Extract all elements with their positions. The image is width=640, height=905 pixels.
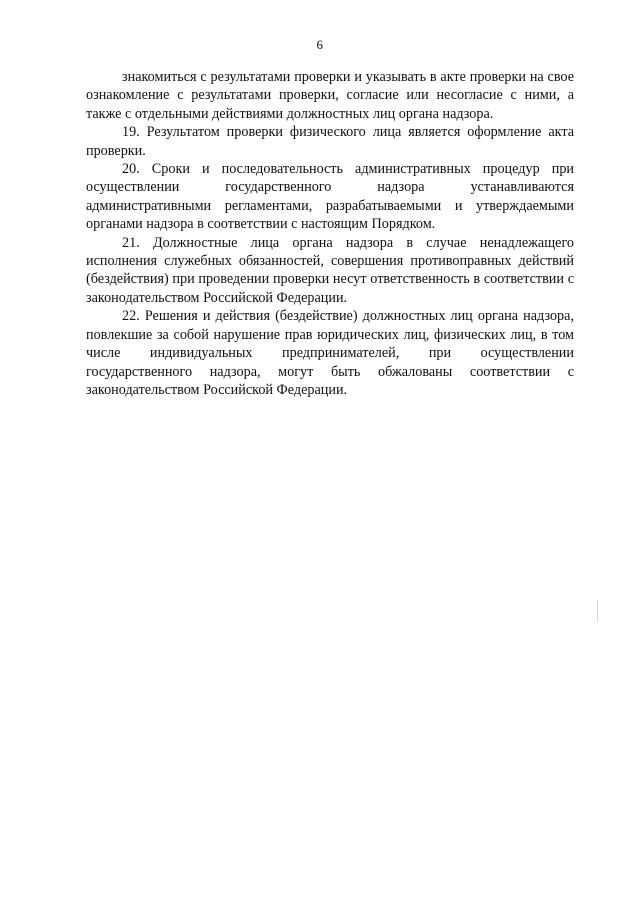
paragraph-21: 21. Должностные лица органа надзора в случае ненадлежащего исполнения служебных обязанностей, совершения противоправных действий (бездействия) при проведении проверки несут ответственность в соответствии с законодательством Российской Федерации.: [86, 234, 574, 306]
document-body: [86, 68, 574, 399]
paragraph-22: 22. Решения и действия (бездействие) должностных лиц органа надзора, повлекшие за собой нарушение прав юридических лиц, физических лиц, в том числе индивидуальных предпринимателей, при осуществлении государственного надзора, могут быть обжалованы соответствии с законодательством Российской Федерации.: [86, 308, 574, 398]
paragraph-continuation: знакомиться с результатами проверки и указывать в акте проверки на свое ознакомление с результатами проверки, согласие или несогласие с ними, а также с отдельными действиями должностных лиц органа надзора.: [86, 69, 574, 122]
scan-margin-mark: [597, 600, 598, 622]
page-number: 6: [316, 37, 324, 52]
paragraph-19: 19. Результатом проверки физического лица является оформление акта проверки.: [86, 124, 574, 159]
paragraph-20: 20. Сроки и последовательность административных процедур при осуществлении государственного надзора устанавливаются административными регламентами, разрабатываемыми и утверждаемыми органами надзора в соответствии с настоящим Порядком.: [86, 161, 574, 233]
